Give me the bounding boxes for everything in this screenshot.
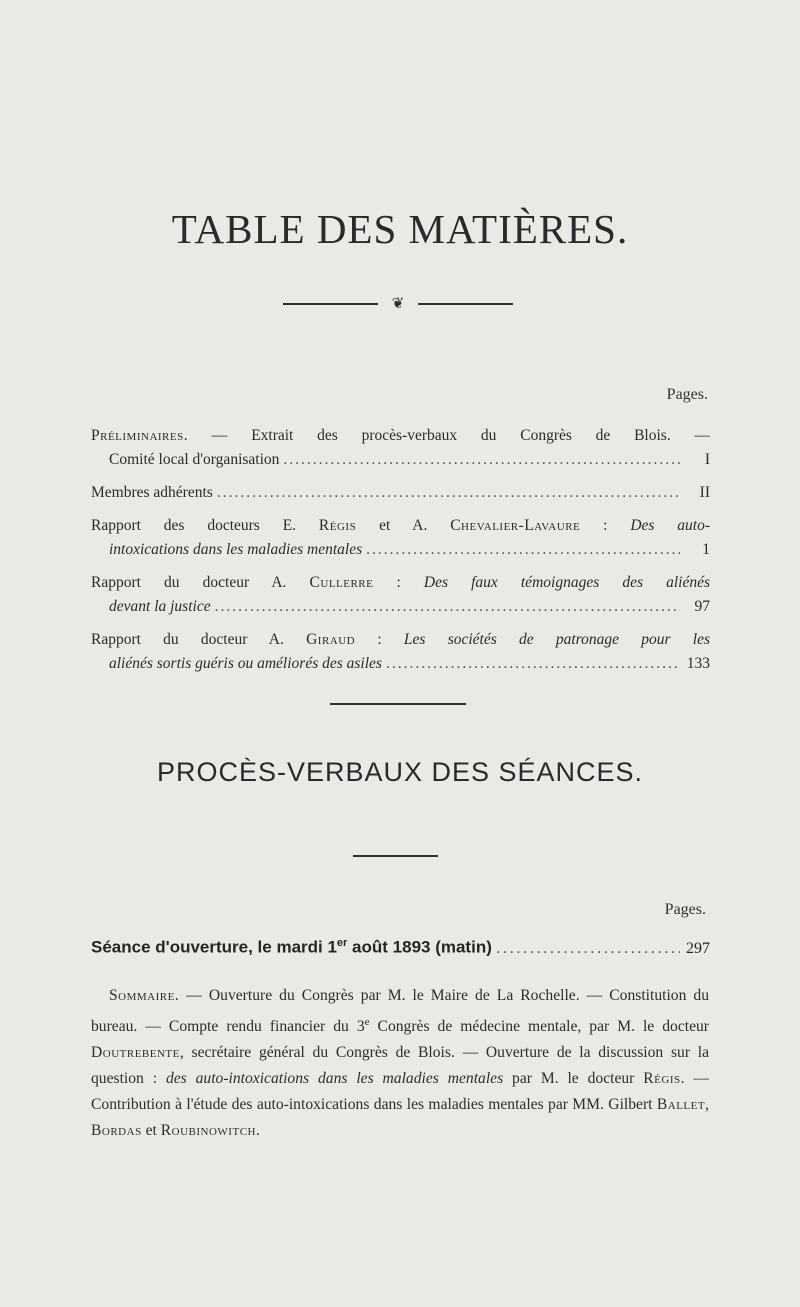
summary-text: . bbox=[255, 1122, 260, 1140]
ornament-rule-left bbox=[283, 303, 378, 305]
toc-entry-text: Membres adhérents bbox=[91, 484, 213, 501]
toc-entry-line bbox=[91, 424, 710, 448]
section-divider bbox=[353, 855, 438, 857]
seance-title-text: août 1893 (matin) bbox=[347, 937, 492, 957]
dot-leader bbox=[366, 538, 680, 562]
summary-text: , secrétaire général du Congrès de Blois. — Ouverture de la discussion sur la question : bbox=[91, 1044, 709, 1088]
toc-entry-membres bbox=[91, 481, 710, 505]
title-ornament bbox=[283, 295, 513, 315]
fleuron-icon: ❦ bbox=[391, 296, 405, 312]
author-name: Giraud bbox=[306, 631, 356, 648]
author-name: Régis bbox=[318, 517, 357, 534]
summary-heading: Sommaire. bbox=[109, 987, 180, 1004]
summary-text: Congrès de médecine mentale, par M. le docteur bbox=[369, 1018, 709, 1036]
toc-entry-line bbox=[91, 571, 710, 595]
section-title: PROCÈS-VERBAUX DES SÉANCES. bbox=[156, 757, 644, 787]
seance-title bbox=[91, 937, 492, 958]
person-name: Ballet bbox=[656, 1096, 706, 1114]
summary-text: , bbox=[705, 1096, 709, 1114]
toc-entry-rapport-regis bbox=[91, 514, 710, 562]
seance-title-text: Séance d'ouverture, le mardi 1 bbox=[91, 937, 337, 957]
report-title: intoxications dans les maladies mentales bbox=[109, 541, 363, 558]
pages-column-label: Pages. bbox=[664, 901, 706, 918]
toc-entry-rapport-cullerre bbox=[91, 571, 710, 619]
toc-entry-text: — Extrait des procès-verbaux du Congrès de Blois. — bbox=[188, 427, 710, 444]
author-name: Cullerre bbox=[309, 574, 374, 591]
seance-entry bbox=[91, 937, 710, 958]
author-name: Chevalier-Lavaure bbox=[450, 517, 581, 534]
toc-entry-rapport-giraud bbox=[91, 628, 710, 676]
report-title: devant la justice bbox=[109, 598, 211, 615]
seance-summary bbox=[91, 983, 709, 1144]
toc-entry-line bbox=[91, 514, 710, 538]
summary-text: . — Contribution à l'étude des auto-intoxications dans les maladies mentales par MM. Gilbert bbox=[91, 1070, 709, 1114]
seance-page-number: 297 bbox=[686, 939, 710, 957]
person-name: Régis bbox=[643, 1070, 681, 1088]
summary-text: et bbox=[141, 1122, 161, 1140]
summary-text: par M. le docteur bbox=[503, 1070, 644, 1088]
toc-page-number: 1 bbox=[702, 541, 710, 558]
section-divider bbox=[330, 703, 466, 705]
dot-leader bbox=[386, 652, 680, 676]
pages-column-label: Pages. bbox=[666, 386, 708, 403]
toc-entry-preliminaires bbox=[91, 424, 710, 472]
toc-entry-text: : bbox=[373, 574, 424, 591]
toc-entry-text: : bbox=[355, 631, 404, 648]
report-title: Des faux témoignages des aliénés bbox=[423, 574, 710, 591]
person-name: Bordas bbox=[91, 1122, 142, 1140]
dot-leader bbox=[217, 481, 680, 505]
ornament-rule-right bbox=[418, 303, 513, 305]
toc-page-number: 133 bbox=[686, 655, 710, 672]
person-name: Doutrebente bbox=[91, 1044, 180, 1062]
toc-page-number: 97 bbox=[694, 598, 710, 615]
dot-leader bbox=[215, 595, 680, 619]
toc-page-number: II bbox=[699, 484, 710, 501]
toc-entry-line bbox=[91, 628, 710, 652]
toc-entry-text: Rapport du docteur A. bbox=[91, 574, 310, 591]
superscript: e bbox=[364, 1016, 370, 1028]
toc-entry-heading: Préliminaires. bbox=[91, 427, 189, 444]
table-of-contents bbox=[91, 424, 710, 685]
superscript: er bbox=[336, 937, 348, 949]
page-title: TABLE DES MATIÈRES. bbox=[171, 206, 629, 252]
report-title: Des auto- bbox=[630, 517, 711, 534]
dot-leader bbox=[496, 938, 680, 958]
toc-entry-text: Rapport des docteurs E. bbox=[91, 517, 319, 534]
toc-entry-text: : bbox=[580, 517, 631, 534]
report-title: aliénés sortis guéris ou améliorés des asiles bbox=[109, 655, 382, 672]
dot-leader bbox=[283, 448, 680, 472]
question-title: des auto-intoxications dans les maladies mentales bbox=[165, 1070, 504, 1088]
person-name: Roubinowitch bbox=[160, 1122, 256, 1140]
toc-page-number: I bbox=[704, 451, 710, 468]
summary-text: — Ouverture du Congrès par M. le Maire de La Rochelle. — Constitution du bureau. — Compte rendu financier du 3 bbox=[91, 987, 709, 1036]
toc-entry-text: Comité local d'organisation bbox=[109, 451, 280, 468]
summary-paragraph bbox=[91, 983, 709, 1144]
report-title: Les sociétés de patronage pour les bbox=[403, 631, 710, 648]
toc-entry-text: Rapport du docteur A. bbox=[91, 631, 307, 648]
toc-entry-text: et A. bbox=[356, 517, 451, 534]
